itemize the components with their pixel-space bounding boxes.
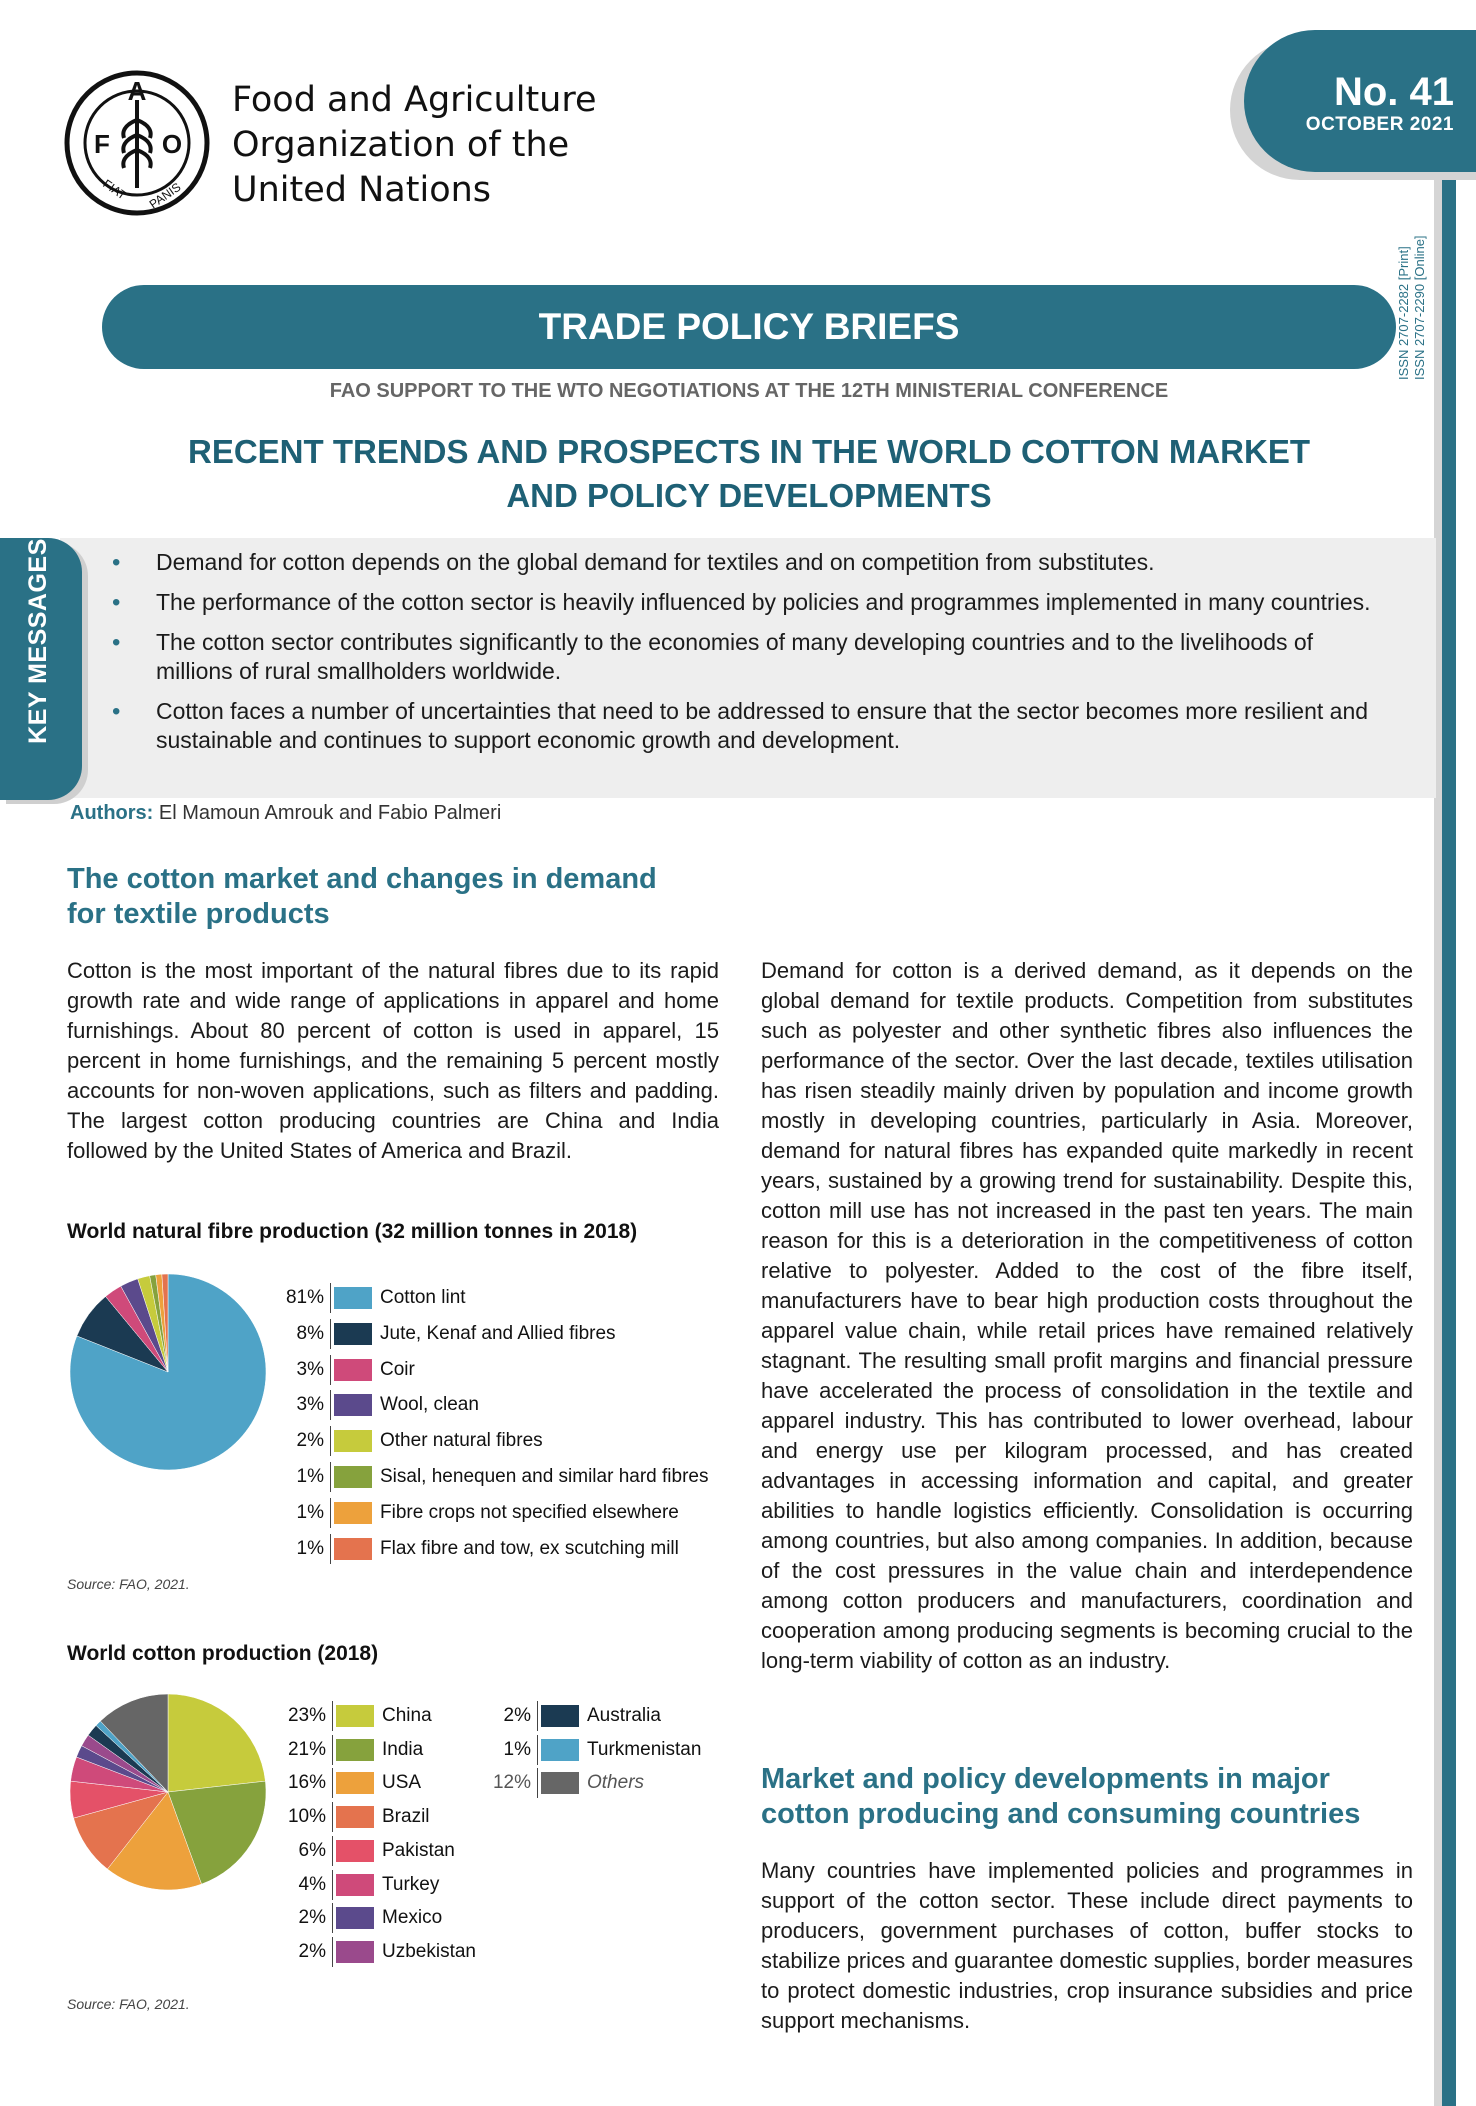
bullet-icon: • bbox=[112, 589, 121, 616]
right-edge-shadow bbox=[1434, 165, 1442, 2106]
key-message-item: • The performance of the cotton sector is heavily influenced by policies and programmes implemented in many countries. bbox=[112, 589, 1371, 616]
legend-item bbox=[280, 1425, 543, 1457]
series-subtitle: FAO SUPPORT TO THE WTO NEGOTIATIONS AT THE 12TH MINISTERIAL CONFERENCE bbox=[329, 380, 1169, 402]
section-paragraph: Cotton is the most important of the natural fibres due to its rapid growth rate and wide range of applications in apparel and home furnishings. About 80 percent of cotton is used in apparel, 15 percent in home furnishings, and the remaining 5 percent mostly accounts for non-woven applications, such as filters and padding. The largest cotton producing countries are China and India followed by the United States of America and Brazil. bbox=[67, 958, 719, 1163]
chart-title: World cotton production (2018) bbox=[67, 1642, 379, 1665]
issue-number: No. 41 bbox=[1333, 70, 1454, 114]
legend-swatch bbox=[334, 1359, 372, 1381]
series-banner: TRADE POLICY BRIEFS bbox=[102, 285, 1396, 369]
legend-label: China bbox=[382, 1705, 432, 1726]
legend-value: 12% bbox=[487, 1768, 538, 1798]
key-messages-tab bbox=[0, 538, 82, 800]
logo-letter-f: F bbox=[94, 129, 110, 159]
legend-label: USA bbox=[382, 1772, 422, 1794]
key-messages-list bbox=[110, 548, 1380, 766]
page-title bbox=[100, 430, 1398, 518]
legend-swatch bbox=[541, 1705, 579, 1727]
chart-source: Source: FAO, 2021. bbox=[67, 1576, 190, 1592]
chart-source: Source: FAO, 2021. bbox=[67, 1996, 190, 2012]
legend-label: Pakistan bbox=[382, 1839, 455, 1861]
legend-item bbox=[280, 1282, 466, 1314]
legend-value: 3% bbox=[280, 1355, 331, 1385]
issue-date: OCTOBER 2021 bbox=[1305, 114, 1454, 135]
legend-item bbox=[487, 1767, 644, 1799]
legend-swatch bbox=[336, 1806, 374, 1828]
legend-label: Cotton lint bbox=[380, 1287, 466, 1308]
pie-slice-china bbox=[168, 1694, 265, 1792]
org-name-line: Food and Agriculture bbox=[232, 80, 597, 120]
legend-label: Brazil bbox=[382, 1806, 430, 1828]
legend-item bbox=[282, 1801, 430, 1833]
cotton-production-legend bbox=[282, 1700, 742, 1970]
legend-item bbox=[280, 1318, 616, 1350]
legend-swatch bbox=[334, 1502, 372, 1524]
legend-swatch bbox=[541, 1772, 579, 1794]
legend-swatch bbox=[336, 1739, 374, 1761]
logo-letter-a: A bbox=[127, 76, 147, 106]
legend-value: 1% bbox=[280, 1534, 331, 1564]
legend-swatch bbox=[336, 1874, 374, 1896]
legend-swatch bbox=[334, 1394, 372, 1416]
authors bbox=[70, 802, 501, 825]
bullet-icon: • bbox=[112, 549, 121, 576]
issue-badge bbox=[1244, 30, 1476, 172]
legend-item bbox=[282, 1700, 432, 1732]
legend-label: Turkey bbox=[382, 1873, 440, 1895]
legend-item bbox=[280, 1389, 479, 1421]
chart-title: World natural fibre production (32 million tonnes in 2018) bbox=[67, 1220, 638, 1243]
legend-item bbox=[280, 1354, 415, 1386]
legend-swatch bbox=[334, 1287, 372, 1309]
legend-item bbox=[487, 1734, 701, 1766]
legend-swatch bbox=[334, 1430, 372, 1452]
legend-label: Australia bbox=[587, 1705, 661, 1726]
key-message-item: • Cotton faces a number of uncertainties that need to be addressed to ensure that the sector becomes more resilient and sustainable and continues to support economic growth and development. bbox=[112, 698, 1369, 753]
org-name-line: United Nations bbox=[232, 170, 492, 210]
legend-value: 1% bbox=[280, 1498, 331, 1528]
fao-logo bbox=[64, 70, 210, 216]
page-title-line: RECENT TRENDS AND PROSPECTS IN THE WORLD COTTON MARKET bbox=[187, 433, 1311, 470]
legend-swatch bbox=[334, 1323, 372, 1345]
natural-fibre-pie-chart bbox=[68, 1272, 268, 1472]
right-paragraph-1: Demand for cotton is a derived demand, as it depends on the global demand for textile products. Competition from substitutes such as polyester and other synthetic fibres also influences the performance of the sector. Over the last decade, textiles utilisation has risen steadily mainly driven by population and income growth mostly in developing countries, particularly in Asia. Moreover, demand for natural fibres has expanded quite markedly in recent years, sustained by a growing trend for sustainability. Despite this, cotton mill use has not increased in the past ten years. The main reason for this is a deterioration in the competitiveness of cotton relative to polyester. Added to the cost of the fibre itself, manufacturers have to bear high production costs throughout the apparel value chain, while retail prices have remained relatively stagnant. The resulting small profit margins and financial pressure have accelerated the process of consolidation in the textile and apparel industry. This has contributed to lower overhead, labour and energy use per kilogram processed, and has created advantages in accessing information and capital, and greater abilities to handle logistics efficiently. Consolidation is occurring among countries, but also among companies. In addition, because of the cost pressures in the value chain and interdependence among cotton producers and manufacturers, coordination and cooperation among producing segments is becoming crucial to the long-term viability of cotton as an industry. bbox=[761, 958, 1413, 1673]
legend-value: 6% bbox=[282, 1836, 333, 1866]
legend-label: Other natural fibres bbox=[380, 1430, 543, 1452]
legend-value: 81% bbox=[280, 1283, 331, 1313]
legend-label: Turkmenistan bbox=[587, 1738, 702, 1760]
legend-swatch bbox=[336, 1772, 374, 1794]
legend-item bbox=[280, 1533, 679, 1565]
legend-swatch bbox=[541, 1739, 579, 1761]
org-name-line: Organization of the bbox=[232, 125, 570, 165]
authors-names: El Mamoun Amrouk and Fabio Palmeri bbox=[158, 802, 502, 824]
section-heading: Market and policy developments in major cotton producing and consuming countries bbox=[761, 1763, 1361, 1830]
key-messages-label: KEY MESSAGES bbox=[24, 538, 52, 744]
bullet-icon: • bbox=[112, 698, 121, 725]
legend-value: 2% bbox=[280, 1426, 331, 1456]
legend-value: 2% bbox=[282, 1937, 333, 1967]
right-paragraph-2: Many countries have implemented policies and programmes in support of the cotton sector. These include direct payments to producers, government purchases of cotton, buffer stocks to stabilize prices and guarantee domestic supplies, border measures to protect domestic industries, crop insurance subsidies and price support mechanisms. bbox=[761, 1858, 1413, 2033]
legend-swatch bbox=[334, 1538, 372, 1560]
key-message-item: • Demand for cotton depends on the global demand for textiles and on competition from substitutes. bbox=[112, 549, 1155, 576]
legend-value: 10% bbox=[282, 1802, 333, 1832]
legend-swatch bbox=[334, 1466, 372, 1488]
issn-block bbox=[1396, 200, 1436, 380]
organization-name bbox=[232, 78, 597, 213]
legend-item bbox=[282, 1734, 423, 1766]
legend-label: India bbox=[382, 1738, 424, 1760]
legend-item bbox=[282, 1936, 476, 1968]
legend-label: Fibre crops not specified elsewhere bbox=[380, 1501, 679, 1523]
legend-value: 4% bbox=[282, 1870, 333, 1900]
legend-value: 21% bbox=[282, 1735, 333, 1765]
legend-label: Sisal, henequen and similar hard fibres bbox=[380, 1466, 709, 1487]
legend-label: Others bbox=[587, 1772, 645, 1794]
logo-motto-right: PANIS bbox=[146, 179, 184, 212]
legend-label: Jute, Kenaf and Allied fibres bbox=[380, 1322, 616, 1344]
legend-swatch bbox=[336, 1705, 374, 1727]
key-message-item: • The cotton sector contributes significantly to the economies of many developing countries and to the livelihoods of millions of rural smallholders worldwide. bbox=[112, 629, 1314, 684]
legend-item bbox=[282, 1835, 455, 1867]
page-title-line: AND POLICY DEVELOPMENTS bbox=[506, 477, 992, 514]
legend-label: Flax fibre and tow, ex scutching mill bbox=[380, 1537, 679, 1559]
issn-print: ISSN 2707-2282 [Print] bbox=[1396, 246, 1411, 380]
legend-value: 1% bbox=[487, 1735, 538, 1765]
bullet-icon: • bbox=[112, 629, 121, 656]
legend-value: 23% bbox=[282, 1701, 333, 1731]
legend-item bbox=[282, 1767, 421, 1799]
legend-value: 1% bbox=[280, 1462, 331, 1492]
legend-label: Uzbekistan bbox=[382, 1940, 476, 1962]
legend-item bbox=[280, 1461, 708, 1493]
legend-value: 2% bbox=[487, 1701, 538, 1731]
legend-item bbox=[282, 1902, 442, 1934]
legend-label: Wool, clean bbox=[380, 1394, 479, 1416]
legend-item bbox=[487, 1700, 661, 1732]
legend-label: Coir bbox=[380, 1358, 415, 1380]
legend-swatch bbox=[336, 1907, 374, 1929]
logo-letter-o: O bbox=[161, 129, 183, 159]
natural-fibre-legend bbox=[280, 1282, 740, 1572]
right-edge-bar bbox=[1442, 165, 1456, 2106]
legend-swatch bbox=[336, 1840, 374, 1862]
legend-value: 2% bbox=[282, 1903, 333, 1933]
issn-online: ISSN 2707-2290 [Online] bbox=[1412, 235, 1427, 380]
logo-motto-left: FIAT bbox=[100, 176, 129, 203]
legend-label: Mexico bbox=[382, 1907, 443, 1929]
cotton-production-pie-chart bbox=[68, 1692, 268, 1892]
legend-swatch bbox=[336, 1941, 374, 1963]
legend-item bbox=[280, 1497, 679, 1529]
authors-label: Authors: bbox=[70, 802, 154, 824]
legend-item bbox=[282, 1869, 439, 1901]
legend-value: 16% bbox=[282, 1768, 333, 1798]
legend-value: 3% bbox=[280, 1390, 331, 1420]
section-heading: The cotton market and changes in demand for textile products bbox=[67, 863, 657, 930]
legend-value: 8% bbox=[280, 1319, 331, 1349]
